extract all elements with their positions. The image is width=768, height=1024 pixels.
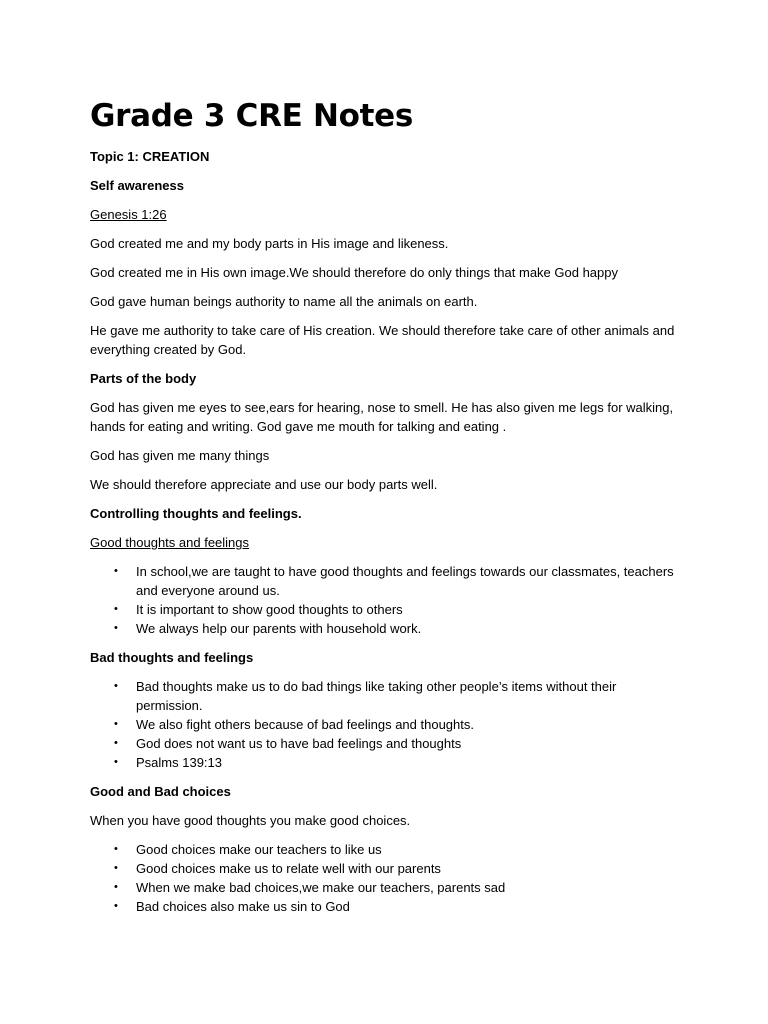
paragraph: God has given me eyes to see,ears for hearing, nose to smell. He has also given me legs for walking, hands for eating and writing. God gave me mouth for talking and eating . [90, 400, 674, 434]
bullet-icon: • [114, 881, 118, 893]
list-item-text: In school,we are taught to have good thoughts and feelings towards our classmates, teachers and everyone around us. [136, 564, 674, 598]
bullet-icon: • [114, 900, 118, 912]
paragraph: God gave human beings authority to name all the animals on earth. [90, 294, 478, 309]
list-item [90, 677, 678, 715]
list-item [90, 715, 678, 734]
list-item [90, 859, 678, 878]
choices-heading: Good and Bad choices [90, 784, 231, 799]
bullet-icon: • [114, 737, 118, 749]
list-item [90, 619, 678, 638]
bullet-icon: • [114, 603, 118, 615]
bad-thoughts-list [90, 677, 678, 772]
controlling-thoughts-heading: Controlling thoughts and feelings. [90, 506, 302, 521]
bullet-icon: • [114, 718, 118, 730]
scripture-reference: Genesis 1:26 [90, 207, 167, 222]
list-item [90, 840, 678, 859]
list-item [90, 897, 678, 916]
list-item-text: When we make bad choices,we make our teachers, parents sad [136, 880, 506, 895]
topic-heading: Topic 1: CREATION [90, 149, 210, 164]
list-item [90, 600, 678, 619]
paragraph: He gave me authority to take care of His creation. We should therefore take care of other animals and everything created by God. [90, 323, 675, 357]
document-title: Grade 3 CRE Notes [90, 98, 414, 134]
bad-thoughts-heading: Bad thoughts and feelings [90, 650, 254, 665]
list-item-text: Psalms 139:13 [136, 755, 222, 770]
paragraph: God created me and my body parts in His image and likeness. [90, 236, 449, 251]
bullet-icon: • [114, 622, 118, 634]
list-item [90, 734, 678, 753]
list-item-text: God does not want us to have bad feelings and thoughts [136, 736, 462, 751]
paragraph: We should therefore appreciate and use our body parts well. [90, 477, 438, 492]
list-item [90, 562, 678, 600]
list-item-text: Good choices make us to relate well with our parents [136, 861, 441, 876]
self-awareness-heading: Self awareness [90, 178, 184, 193]
parts-of-body-heading: Parts of the body [90, 371, 197, 386]
list-item-text: It is important to show good thoughts to others [136, 602, 403, 617]
list-item [90, 753, 678, 772]
bullet-icon: • [114, 862, 118, 874]
bullet-icon: • [114, 565, 118, 577]
list-item-text: Bad choices also make us sin to God [136, 899, 350, 914]
bullet-icon: • [114, 680, 118, 692]
list-item [90, 878, 678, 897]
bullet-icon: • [114, 843, 118, 855]
bullet-icon: • [114, 756, 118, 768]
paragraph: When you have good thoughts you make good choices. [90, 813, 411, 828]
list-item-text: Bad thoughts make us to do bad things like taking other people’s items without their permission. [136, 679, 617, 713]
list-item-text: Good choices make our teachers to like us [136, 842, 382, 857]
paragraph: God has given me many things [90, 448, 270, 463]
list-item-text: We always help our parents with household work. [136, 621, 422, 636]
good-thoughts-list [90, 562, 678, 638]
list-item-text: We also fight others because of bad feelings and thoughts. [136, 717, 474, 732]
paragraph: God created me in His own image.We should therefore do only things that make God happy [90, 265, 618, 280]
choices-list [90, 840, 678, 916]
good-thoughts-subheading: Good thoughts and feelings [90, 535, 250, 550]
